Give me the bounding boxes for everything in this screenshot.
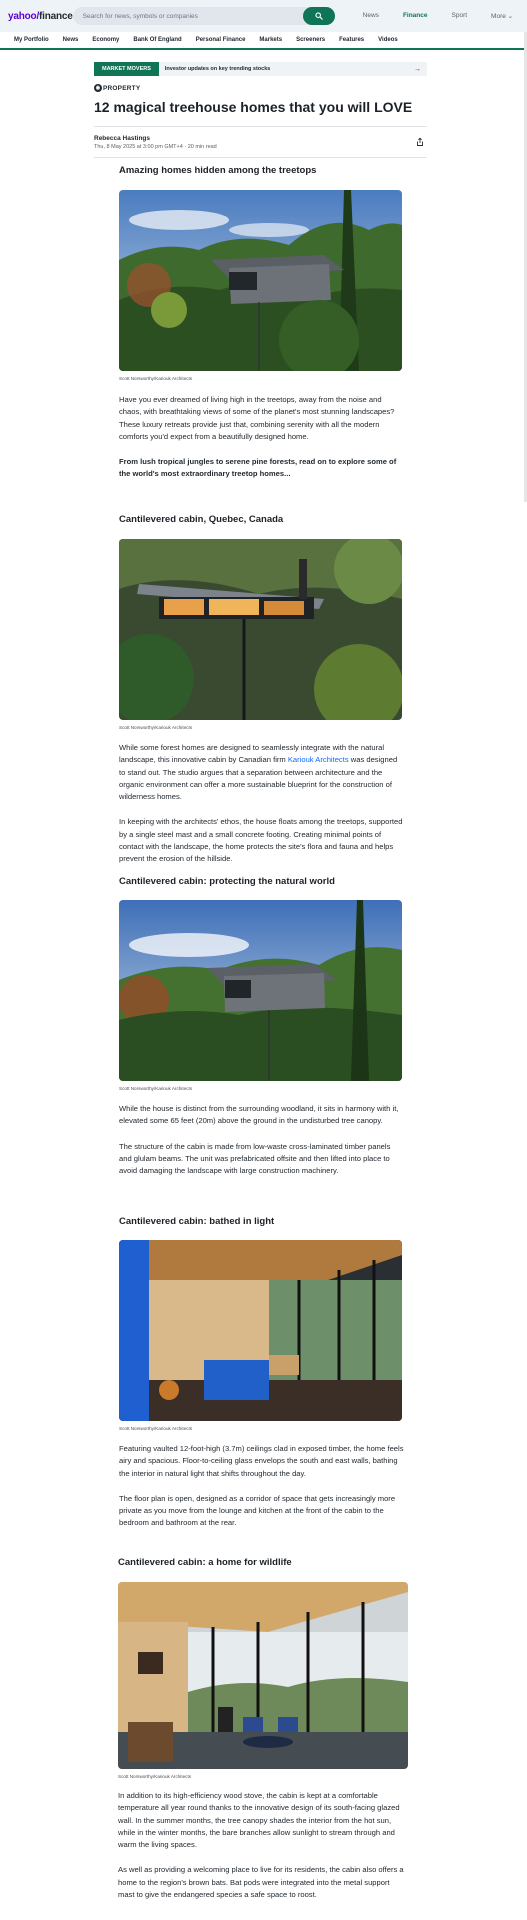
subnav-videos[interactable]: Videos (378, 37, 398, 43)
section-heading-3-wrap (119, 876, 404, 888)
subnav-screeners[interactable]: Screeners (296, 37, 326, 43)
paragraph: The structure of the cabin is made from low-waste cross-laminated timber panels and glulam beams. The unit was prefabricated offsite and then lifted into place to avoid damaging the landscape with large construction machinery. (119, 1141, 391, 1176)
logo-slash: / (36, 10, 40, 22)
subnav-economy[interactable]: Economy (92, 37, 120, 43)
publisher-brand[interactable] (94, 84, 140, 92)
section-heading: Cantilevered cabin: a home for wildlife (118, 1557, 292, 1568)
cabin-living-room-image (118, 1582, 408, 1769)
treehouse-exterior-image (119, 190, 402, 371)
top-nav (363, 12, 527, 20)
search-icon (315, 12, 323, 20)
top-nav-news[interactable]: News (362, 12, 379, 19)
image-caption: Scott Norsworthy/Kariouk Architects (119, 376, 193, 381)
cabin-night-image (119, 539, 402, 720)
logo-finance: finance (39, 10, 73, 22)
subnav-personal-finance[interactable]: Personal Finance (195, 37, 246, 43)
section-heading: Cantilevered cabin: protecting the natural world (119, 876, 335, 887)
article-title: 12 magical treehouse homes that you will LOVE (94, 99, 413, 115)
subnav-bank-of-england[interactable]: Bank Of England (133, 37, 182, 43)
property-logo-icon: ◉ (95, 85, 101, 91)
treehouse-canopy-image (119, 900, 402, 1081)
article-image-3[interactable] (119, 900, 402, 1081)
subnav-features[interactable]: Features (339, 37, 365, 43)
article-image-1[interactable] (119, 190, 402, 371)
article-image-5[interactable] (118, 1582, 408, 1769)
paragraph: In addition to its high-efficiency wood stove, the cabin is kept at a comfortable temperature all year round thanks to the innovative design of its south-facing glazed wall. In the summer months, the tree canopy shades the interior from the hot sun, while in the winter months, the bare branches allow sunlight to stream through and warm the living spaces. (118, 1791, 400, 1850)
paragraph: The floor plan is open, designed as a corridor of space that gets increasingly more private as you move from the lounge and kitchen at the front of the cabin to the bedroom and bathroom at the rear. (119, 1493, 396, 1528)
section-2-body (119, 742, 404, 866)
image-caption: Scott Norsworthy/Kariouk Architects (119, 1426, 193, 1431)
paragraph: While the house is distinct from the surrounding woodland, it sits in harmony with it, elevated some 65 feet (20m) above the ground in the undisturbed tree canopy. (119, 1104, 399, 1126)
market-movers-tag: MARKET MOVERS (94, 62, 159, 76)
divider (94, 126, 427, 127)
section-1-body (119, 394, 404, 481)
top-nav-more[interactable] (491, 12, 513, 20)
section-5-body (118, 1790, 408, 1901)
search-input[interactable] (83, 13, 283, 20)
yahoo-finance-logo[interactable] (8, 11, 73, 22)
section-heading-5-wrap (118, 1557, 403, 1569)
section-3-body (119, 1103, 404, 1177)
subnav-markets[interactable]: Markets (259, 37, 283, 43)
logo-yahoo: yahoo (8, 10, 37, 22)
subnav-my-portfolio[interactable]: My Portfolio (14, 37, 49, 43)
share-icon[interactable] (415, 137, 425, 147)
arrow-right-icon: → (414, 65, 421, 73)
article-image-4[interactable] (119, 1240, 402, 1421)
paragraph: Featuring vaulted 12-foot-high (3.7m) ceilings clad in exposed timber, the home feels airy and spacious. Floor-to-ceiling glass envelops the south and east walls, bathing the interior in natural light that shifts throughout the day. (119, 1444, 404, 1478)
top-nav-sport[interactable]: Sport (451, 12, 468, 19)
paragraph: Have you ever dreamed of living high in the treetops, away from the noise and chaos, with breathtaking views of some of the planet's most stunning landscapes? These luxury retreats provide just that, combining serenity with all the modern comforts you'd expect from a beautifully designed home. (119, 395, 395, 441)
brand-label: PROPERTY (103, 84, 141, 92)
chevron-down-icon: ⌄ (507, 13, 514, 20)
section-heading: Amazing homes hidden among the treetops (119, 165, 317, 176)
section-heading: Cantilevered cabin: bathed in light (119, 1216, 275, 1227)
paragraph: As well as providing a welcoming place to live for its residents, the cabin also offers a home to the region's brown bats. Bat pods were integrated into the metal support mast to give the endangered species a safe space to roost. (118, 1865, 404, 1900)
section-heading-2-wrap (119, 514, 404, 526)
search-bar (73, 7, 335, 25)
kariouk-architects-link[interactable]: Kariouk Architects (287, 755, 349, 765)
section-4-body (119, 1443, 404, 1530)
section-nav (0, 32, 527, 50)
article-image-2[interactable] (119, 539, 402, 720)
more-label: More (491, 13, 506, 20)
section-heading: Cantilevered cabin, Quebec, Canada (119, 514, 284, 525)
image-caption: Scott Norsworthy/Kariouk Architects (118, 1774, 192, 1779)
section-heading-4-wrap (119, 1216, 404, 1228)
market-movers-banner[interactable] (94, 62, 427, 76)
paragraph (119, 742, 404, 803)
search-button[interactable] (303, 7, 335, 25)
subnav-news[interactable]: News (62, 37, 79, 43)
market-movers-text: Investor updates on key trending stocks (164, 66, 271, 72)
paragraph-text: was designed to stand out. The studio argues that a separation between architecture and the organic environment can offer a more sustainable blueprint for the construction of wilderness homes. (119, 755, 398, 802)
cabin-interior-image (119, 1240, 402, 1421)
section-heading-1-wrap (119, 165, 404, 177)
author-name[interactable]: Rebecca Hastings (94, 135, 150, 142)
paragraph: In keeping with the architects' ethos, the house floats among the treetops, supported by a single steel mast and a small concrete footing. Creating minimal points of contact with the landscape, the home protects the site's flora and fauna and helps prevent the erosion of the hillside. (119, 817, 403, 864)
top-bar (0, 0, 527, 32)
divider (94, 157, 427, 158)
image-caption: Scott Norsworthy/Kariouk Architects (119, 725, 193, 730)
paragraph-bold: From lush tropical jungles to serene pine forests, read on to explore some of the world's most extraordinary treetop homes... (119, 457, 397, 479)
publish-date: Thu, 8 May 2025 at 3:00 pm GMT+4 · 20 min read (94, 144, 217, 150)
image-caption: Scott Norsworthy/Kariouk Architects (119, 1086, 193, 1091)
top-nav-finance[interactable]: Finance (402, 12, 428, 19)
paragraph-text: While some forest homes are designed to seamlessly integrate with the natural landscape, this innovative cabin by Canadian firm (119, 743, 385, 765)
